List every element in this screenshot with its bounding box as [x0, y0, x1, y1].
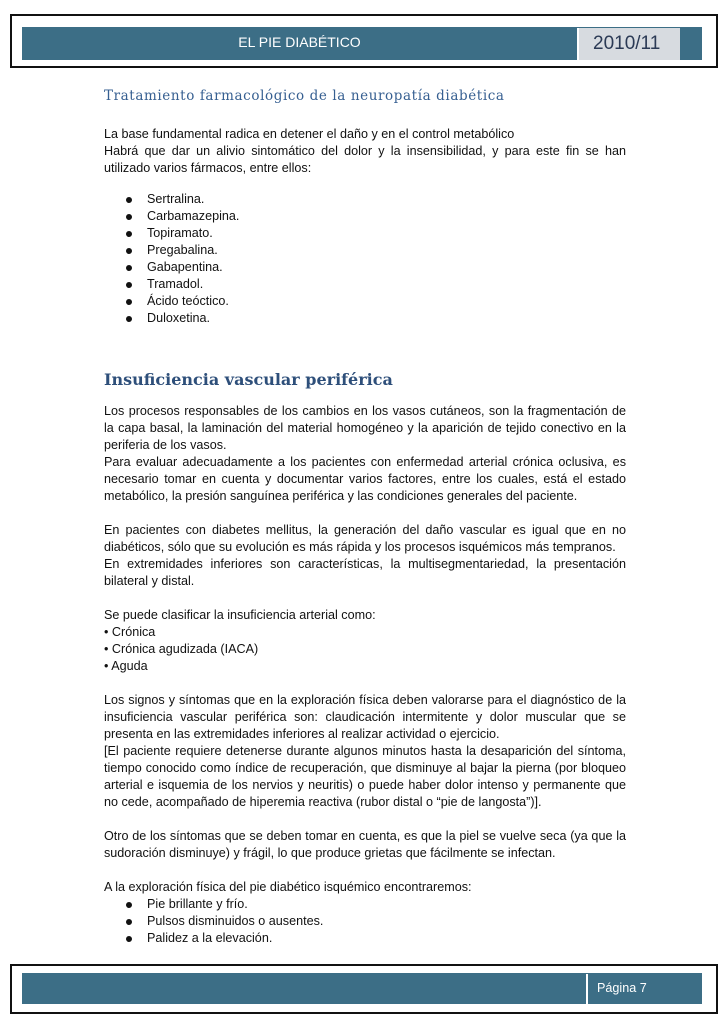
- bullet-icon: [126, 919, 132, 925]
- paragraph: [El paciente requiere detenerse durante algunos minutos hasta la desaparición del síntoma, tiempo conocido como índice de recuperación, que disminuye al bajar la pierna (por bloqueo arterial e isquemia de los nervios y neuritis) o puede haber dolor intenso y permanente que no cede, acompañado de hiperemia reactiva (rubor distal o “pie de langosta”)].: [104, 744, 626, 809]
- list-item: [104, 208, 626, 225]
- header-year: 2010/11: [577, 28, 680, 60]
- paragraph: A la exploración física del pie diabético isquémico encontraremos:: [104, 880, 472, 894]
- paragraph: Otro de los síntomas que se deben tomar en cuenta, es que la piel se vuelve seca (ya que la sudoración disminuye) y frágil, lo que produce grietas que fácilmente se infectan.: [104, 829, 626, 860]
- page-number: Página 7: [586, 974, 702, 1004]
- list-item: [104, 310, 626, 327]
- list-item: [104, 276, 626, 293]
- list-item-text: Tramadol.: [147, 277, 204, 291]
- paragraph: Los procesos responsables de los cambios en los vasos cutáneos, son la fragmentación de la capa basal, la laminación del material homogéneo y la aparición de tejido conectivo en la periferia de los vasos.: [104, 404, 626, 452]
- paragraph: Habrá que dar un alivio sintomático del dolor y la insensibilidad, y para este fin se han utilizado varios fármacos, entre ellos:: [104, 144, 626, 175]
- classification-item: • Crónica: [104, 625, 156, 639]
- list-item-text: Pie brillante y frío.: [147, 897, 248, 911]
- document-title: EL PIE DIABÉTICO: [238, 34, 361, 50]
- list-item-text: Ácido teóctico.: [147, 294, 229, 308]
- list-item: [104, 930, 626, 947]
- list-item-text: Carbamazepina.: [147, 209, 240, 223]
- list-item: [104, 259, 626, 276]
- findings-list: [104, 896, 626, 947]
- list-item: [104, 191, 626, 208]
- list-item-text: Topiramato.: [147, 226, 213, 240]
- list-item-text: Pregabalina.: [147, 243, 218, 257]
- page-content: [104, 86, 626, 947]
- classification-item: • Crónica agudizada (IACA): [104, 642, 259, 656]
- list-item: [104, 896, 626, 913]
- list-item: [104, 293, 626, 310]
- drug-list: [104, 191, 626, 327]
- bullet-icon: [126, 248, 132, 254]
- section-title-treatment: Tratamiento farmacológico de la neuropatía diabética: [104, 88, 505, 104]
- bullet-icon: [126, 316, 132, 322]
- bullet-icon: [126, 231, 132, 237]
- paragraph: La base fundamental radica en detener el daño y en el control metabólico: [104, 127, 515, 141]
- list-item-text: Palidez a la elevación.: [147, 931, 273, 945]
- bullet-icon: [126, 936, 132, 942]
- paragraph: Para evaluar adecuadamente a los pacientes con enfermedad arterial crónica oclusiva, es necesario tomar en cuenta y documentar varios factores, entre los cuales, está el estado metabólico, la presión sanguínea periférica y las condiciones generales del paciente.: [104, 455, 626, 503]
- bullet-icon: [126, 282, 132, 288]
- list-item-text: Gabapentina.: [147, 260, 223, 274]
- classification-item: • Aguda: [104, 659, 148, 673]
- bullet-icon: [126, 902, 132, 908]
- list-item: [104, 242, 626, 259]
- bullet-icon: [126, 214, 132, 220]
- paragraph: En pacientes con diabetes mellitus, la generación del daño vascular es igual que en no diabéticos, sólo que su evolución es más rápida y los procesos isquémicos más tempranos.: [104, 523, 626, 554]
- paragraph: Se puede clasificar la insuficiencia arterial como:: [104, 608, 376, 622]
- bullet-icon: [126, 265, 132, 271]
- paragraph: En extremidades inferiores son características, la multisegmentariedad, la presentación bilateral y distal.: [104, 557, 626, 588]
- paragraph: Los signos y síntomas que en la exploración física deben valorarse para el diagnóstico de la insuficiencia vascular periférica son: claudicación intermitente y dolor muscular que se presenta en las extremidades inferiores al realizar actividad o ejercicio.: [104, 693, 626, 741]
- bullet-icon: [126, 299, 132, 305]
- list-item: [104, 225, 626, 242]
- bullet-icon: [126, 197, 132, 203]
- list-item-text: Duloxetina.: [147, 311, 211, 325]
- list-item-text: Sertralina.: [147, 192, 205, 206]
- list-item-text: Pulsos disminuidos o ausentes.: [147, 914, 324, 928]
- section-title-vascular: Insuficiencia vascular periférica: [104, 370, 393, 389]
- list-item: [104, 913, 626, 930]
